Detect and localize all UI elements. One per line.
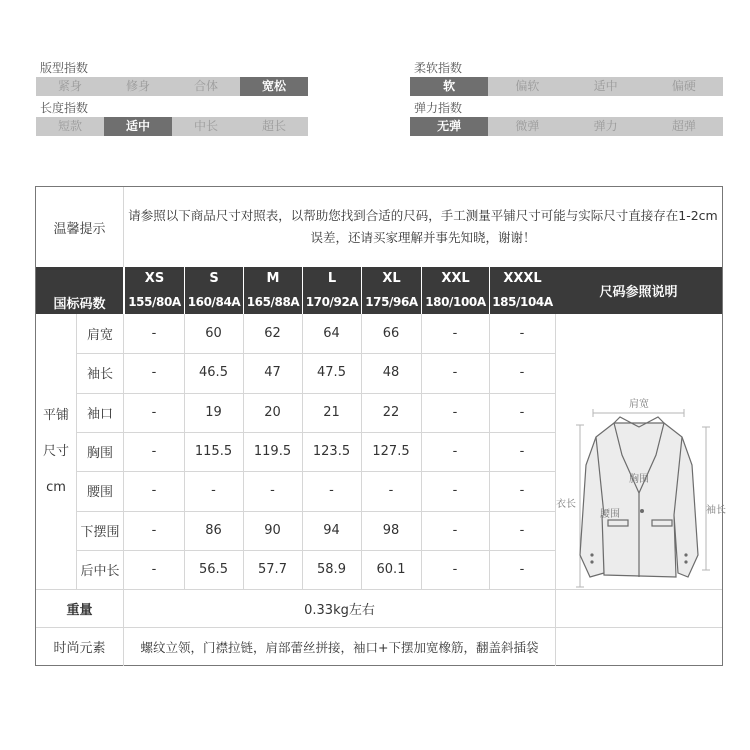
diagram-chest-label: 胸围: [629, 474, 649, 485]
diagram-sleeve-label: 袖长: [706, 505, 726, 516]
elasticity-index-bar: [410, 117, 723, 136]
measure-value: 64: [323, 326, 340, 342]
measure-name: 肩宽: [86, 328, 113, 344]
measure-value: -: [519, 404, 525, 420]
national-code: 180/100A: [421, 290, 489, 314]
softness-index-bar: [410, 77, 723, 96]
measure-name: 腰围: [86, 485, 113, 501]
measure-value: -: [151, 404, 157, 420]
measure-value: -: [452, 561, 458, 577]
size-header: XS: [124, 267, 184, 290]
size-header: L: [302, 267, 361, 290]
fit-index-label: 版型指数: [40, 61, 89, 75]
measure-name: 袖口: [86, 406, 113, 422]
national-code: 170/92A: [302, 290, 361, 314]
measure-value: 94: [323, 522, 340, 538]
tip-label: 温馨提示: [53, 221, 106, 237]
measure-value: 22: [382, 404, 400, 420]
header-corner: [36, 267, 123, 290]
measure-value: 62: [264, 326, 281, 342]
measure-value: -: [270, 483, 275, 499]
measure-value: 98: [382, 522, 400, 538]
measure-name: 后中长: [80, 563, 120, 579]
flat-label-line: 尺寸: [42, 443, 69, 459]
elasticity-option: 弹力: [593, 119, 618, 133]
size-header: XXL: [421, 267, 489, 290]
elasticity-option: 微弹: [515, 119, 540, 133]
measure-name: 胸围: [86, 446, 113, 462]
elasticity-option: 超弹: [671, 119, 696, 133]
measure-value: 58.9: [317, 561, 346, 577]
measure-value: 60: [205, 326, 222, 342]
fit-index-bar: [36, 77, 308, 96]
measure-value: 57.7: [258, 561, 287, 577]
elasticity-index-label: 弹力指数: [414, 101, 463, 115]
flat-label-line: cm: [46, 479, 66, 495]
measure-value: -: [519, 365, 525, 381]
weight-value: 0.33kg左右: [304, 603, 375, 618]
measure-value: -: [151, 326, 157, 342]
measure-name: 袖长: [86, 367, 113, 383]
measure-value: 20: [264, 404, 281, 420]
measure-value: 90: [264, 522, 281, 538]
size-header: XXXL: [489, 267, 555, 290]
length-option: 中长: [193, 119, 218, 133]
measure-value: -: [329, 483, 334, 499]
softness-index-label: 柔软指数: [414, 61, 463, 75]
measure-value: 47.5: [317, 365, 346, 381]
measure-value: -: [519, 522, 525, 538]
size-reference-title: 尺码参照说明: [555, 267, 722, 314]
measure-value: 115.5: [194, 444, 233, 460]
measure-value: 19: [205, 404, 222, 420]
diagram-length-label: 衣长: [556, 499, 576, 510]
length-index-bar: [36, 117, 308, 136]
national-code: 165/88A: [243, 290, 302, 314]
diagram-waist-label: 腰围: [600, 509, 620, 520]
measure-value: 66: [382, 326, 400, 342]
measure-value: 46.5: [199, 365, 228, 381]
national-code: 175/96A: [361, 290, 421, 314]
measure-value: -: [151, 561, 157, 577]
length-index-label: 长度指数: [40, 101, 89, 115]
measure-value: -: [519, 326, 525, 342]
fashion-value: 螺纹立领，门襟拉链，肩部蕾丝拼接，袖口+下摆加宽橡筋，翻盖斜插袋: [140, 639, 539, 655]
measure-value: 60.1: [376, 561, 406, 577]
length-option: 超长: [261, 119, 286, 133]
fit-option: 合体: [193, 79, 218, 93]
weight-label: 重量: [66, 603, 93, 618]
softness-option: 适中: [593, 79, 618, 93]
measure-value: -: [151, 483, 157, 499]
measure-value: 123.5: [312, 444, 351, 460]
national-code: 185/104A: [489, 290, 555, 314]
measure-value: 21: [323, 404, 340, 420]
fit-option: 宽松: [240, 77, 308, 96]
measure-value: -: [452, 483, 458, 499]
measure-value: 56.5: [199, 561, 228, 577]
measure-value: 47: [264, 365, 281, 381]
measure-value: -: [452, 365, 458, 381]
elasticity-option: 无弹: [410, 117, 488, 136]
measure-value: -: [452, 444, 458, 460]
measure-value: -: [211, 483, 216, 499]
size-header: S: [184, 267, 243, 290]
fit-option: 紧身: [57, 79, 82, 93]
length-option: 短款: [57, 119, 82, 133]
national-code: 155/80A: [124, 290, 184, 314]
measure-value: -: [452, 326, 458, 342]
measure-value: 48: [382, 365, 400, 381]
national-code: 160/84A: [184, 290, 243, 314]
measure-value: -: [151, 444, 157, 460]
national-code-label: 国标码数: [36, 290, 123, 314]
size-chart-table: [35, 186, 726, 666]
softness-option: 偏软: [515, 79, 540, 93]
flat-label-line: 平铺: [42, 407, 69, 423]
measure-value: 127.5: [372, 444, 410, 460]
size-header: M: [243, 267, 302, 290]
fashion-label: 时尚元素: [53, 641, 106, 656]
fit-option: 修身: [125, 79, 150, 93]
measure-value: 86: [205, 522, 222, 538]
measure-value: -: [452, 404, 458, 420]
measure-name: 下摆围: [80, 524, 120, 540]
softness-option: 偏硬: [671, 79, 696, 93]
measure-value: -: [452, 522, 458, 538]
tip-text: 请参照以下商品尺寸对照表，以帮助您找到合适的尺码，手工测量平铺尺寸可能与实际尺寸直接存在1-2cm误差，还请买家理解并事先知晓，谢谢！: [128, 208, 718, 245]
diagram-shoulder-label: 肩宽: [629, 399, 649, 410]
measure-value: -: [519, 483, 525, 499]
measure-value: -: [519, 561, 525, 577]
length-option: 适中: [104, 117, 172, 136]
jacket-diagram: [556, 315, 726, 589]
flat-size-label: [36, 314, 76, 589]
size-header: XL: [361, 267, 421, 290]
measure-value: -: [519, 444, 525, 460]
measure-value: -: [151, 365, 157, 381]
measure-value: 119.5: [253, 444, 292, 460]
softness-option: 软: [410, 77, 488, 96]
measure-value: -: [151, 522, 157, 538]
measure-value: -: [388, 483, 394, 499]
